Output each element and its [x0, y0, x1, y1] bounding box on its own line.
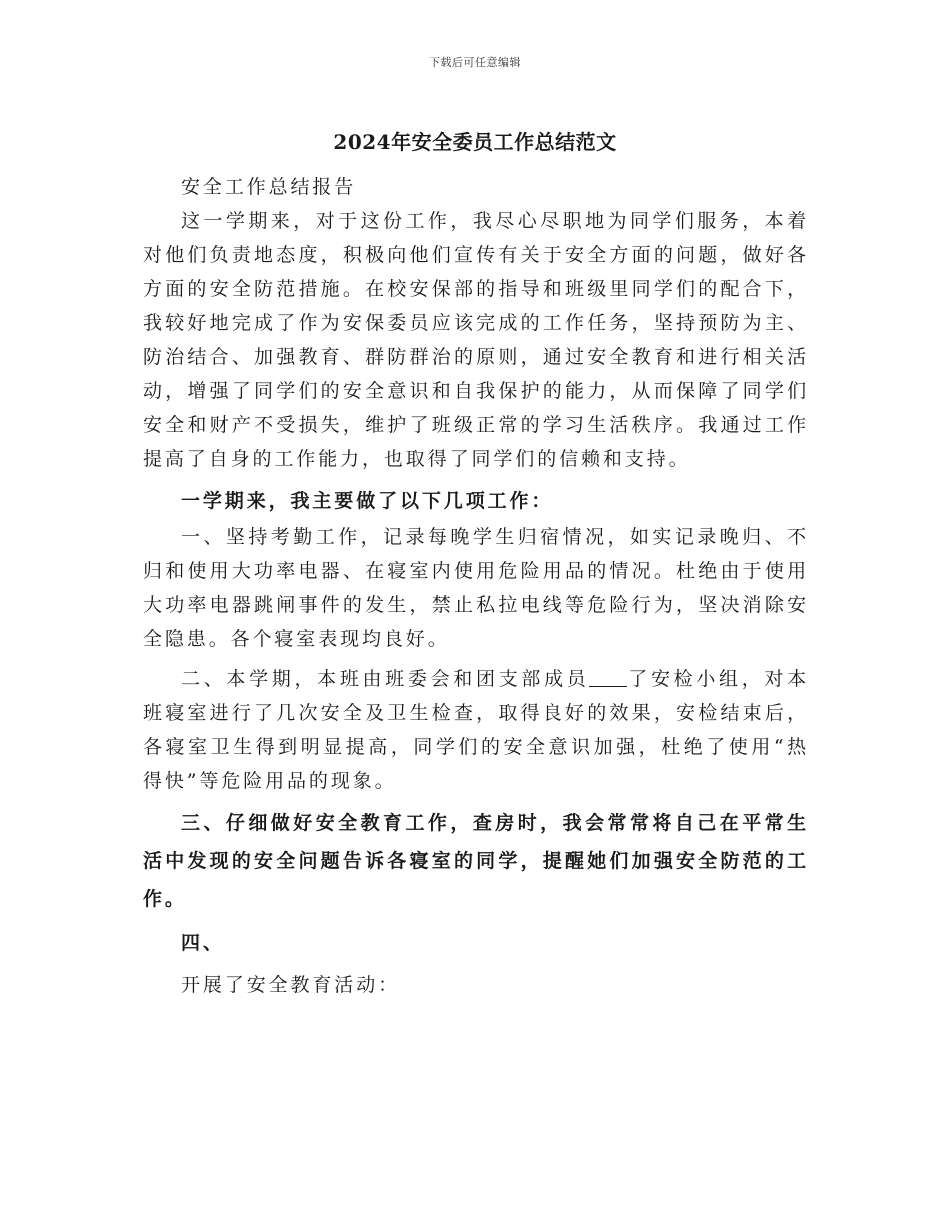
work-item-1: 一、坚持考勤工作，记录每晚学生归宿情况，如实记录晚归、不归和使用大功率电器、在寝室内使用危险用品的情况。杜绝由于使用大功率电器跳闸事件的发生，禁止私拉电线等危险行为，坚决消除安全隐患。各个寝室表现均良好。 — [143, 526, 809, 650]
document-body — [143, 170, 809, 1002]
report-subtitle: 安全工作总结报告 — [181, 176, 357, 198]
work-item-2 — [143, 662, 809, 798]
page-header-note: 下载后可任意编辑 — [429, 56, 521, 69]
intro-paragraph: 这一学期来，对于这份工作，我尽心尽职地为同学们服务，本着对他们负责地态度，积极向他们宣传有关于安全方面的问题，做好各方面的安全防范措施。在校安保部的指导和班级里同学们的配合下，我较好地完成了作为安保委员应该完成的工作任务，坚持预防为主、防治结合、加强教育、群防群治的原则，通过安全教育和进行相关活动，增强了同学们的安全意识和自我保护的能力，从而保障了同学们安全和财产不受损失，维护了班级正常的学习生活秩序。我通过工作提高了自身的工作能力，也取得了同学们的信赖和支持。 — [143, 210, 809, 470]
summary-heading: 一学期来，我主要做了以下几项工作： — [181, 490, 554, 512]
fill-in-blank — [589, 668, 627, 687]
document-title: 2024年安全委员工作总结范文 — [333, 130, 617, 154]
work-item-3: 三、仔细做好安全教育工作，查房时，我会常常将自己在平常生活中发现的安全问题告诉各寝室的同学，提醒她们加强安全防范的工作。 — [143, 812, 809, 910]
work-item-5: 开展了安全教育活动： — [181, 974, 401, 996]
work-item-2-start: 二、本学期，本班由班委会和团支部成员 — [181, 668, 590, 690]
work-item-2-end: 了安检小组，对本班寝室进行了几次安全及卫生检查，取得良好的效果，安检结束后，各寝室卫生得到明显提高，同学们的安全意识加强，杜绝了使用“热得快”等危险用品的现象。 — [143, 668, 810, 792]
work-item-4: 四、 — [181, 932, 225, 954]
